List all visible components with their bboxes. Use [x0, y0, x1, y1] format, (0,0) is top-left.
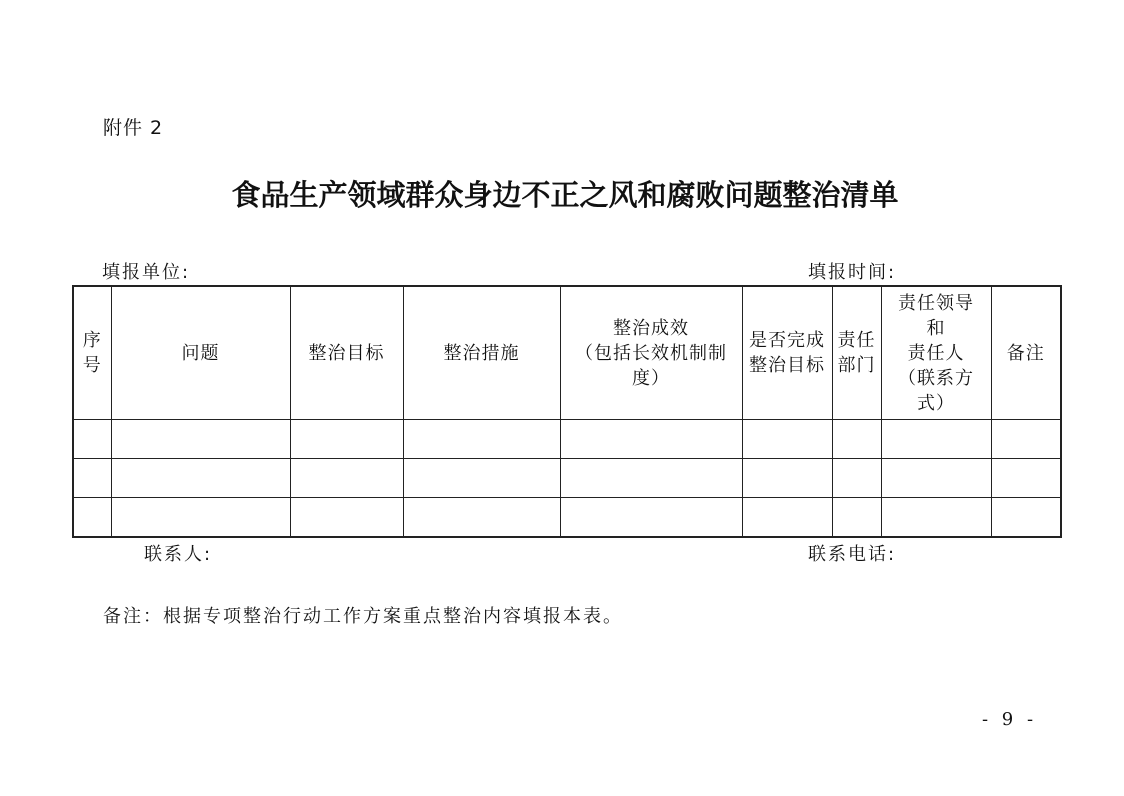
header-line: 度） — [632, 367, 670, 389]
header-serial-number — [73, 286, 111, 420]
header-line: 备注 — [1006, 342, 1045, 364]
table-row — [73, 459, 1061, 498]
table-cell[interactable] — [560, 498, 742, 538]
header-line: （包括长效机制制 — [575, 342, 727, 364]
table-cell[interactable] — [991, 420, 1061, 459]
header-rectification-results — [560, 286, 742, 420]
page-number: - 9 - — [982, 709, 1038, 730]
table-cell[interactable] — [403, 459, 560, 498]
table-cell[interactable] — [832, 498, 881, 538]
header-rectification-goal — [290, 286, 403, 420]
header-goal-completed — [742, 286, 832, 420]
table-cell[interactable] — [73, 459, 111, 498]
table-cell[interactable] — [881, 420, 991, 459]
table-cell[interactable] — [881, 459, 991, 498]
table-cell[interactable] — [742, 420, 832, 459]
reporting-time-label: 填报时间: — [808, 262, 897, 283]
header-rectification-measures — [403, 286, 560, 420]
header-line: 责任 — [837, 330, 876, 351]
header-problem — [111, 286, 290, 420]
reporting-unit-label: 填报单位: — [102, 262, 191, 283]
rectification-table — [72, 285, 1062, 538]
header-line: 和 — [926, 317, 946, 339]
header-line: 责任人 — [907, 342, 965, 364]
table-cell[interactable] — [742, 498, 832, 538]
document-title: 食品生产领域群众身边不正之风和腐败问题整治清单 — [231, 178, 899, 212]
header-line: 整治目标 — [749, 355, 825, 376]
table-cell[interactable] — [290, 420, 403, 459]
header-line: 问题 — [181, 342, 220, 364]
table-cell[interactable] — [991, 498, 1061, 538]
table-cell[interactable] — [560, 459, 742, 498]
table-cell[interactable] — [73, 420, 111, 459]
remarks-note: 备注：根据专项整治行动工作方案重点整治内容填报本表。 — [103, 606, 623, 627]
header-line: 责任领导 — [898, 292, 974, 314]
table-row — [73, 420, 1061, 459]
table-cell[interactable] — [832, 459, 881, 498]
table-cell[interactable] — [290, 498, 403, 538]
contact-person-label: 联系人: — [144, 544, 213, 565]
table-cell[interactable] — [742, 459, 832, 498]
header-line: 部门 — [837, 355, 876, 376]
table-cell[interactable] — [881, 498, 991, 538]
table-cell[interactable] — [111, 498, 290, 538]
header-remarks — [991, 286, 1061, 420]
header-line: 式） — [917, 392, 955, 414]
table-cell[interactable] — [560, 420, 742, 459]
table-cell[interactable] — [73, 498, 111, 538]
table-header-row — [73, 286, 1061, 420]
table-cell[interactable] — [991, 459, 1061, 498]
header-line: 整治目标 — [308, 342, 385, 364]
table-cell[interactable] — [403, 420, 560, 459]
contact-phone-label: 联系电话: — [808, 544, 897, 565]
table-row — [73, 498, 1061, 538]
header-line: 整治措施 — [443, 342, 520, 364]
table-cell[interactable] — [111, 420, 290, 459]
header-line: 是否完成 — [749, 330, 825, 351]
header-line: 序 — [82, 330, 102, 351]
header-line: （联系方 — [898, 367, 974, 389]
table-cell[interactable] — [111, 459, 290, 498]
table-cell[interactable] — [290, 459, 403, 498]
table-cell[interactable] — [832, 420, 881, 459]
header-responsible-department — [832, 286, 881, 420]
table-cell[interactable] — [403, 498, 560, 538]
attachment-label: 附件 2 — [103, 117, 164, 139]
header-line: 号 — [82, 355, 102, 376]
header-responsible-leader — [881, 286, 991, 420]
header-line: 整治成效 — [613, 317, 689, 339]
